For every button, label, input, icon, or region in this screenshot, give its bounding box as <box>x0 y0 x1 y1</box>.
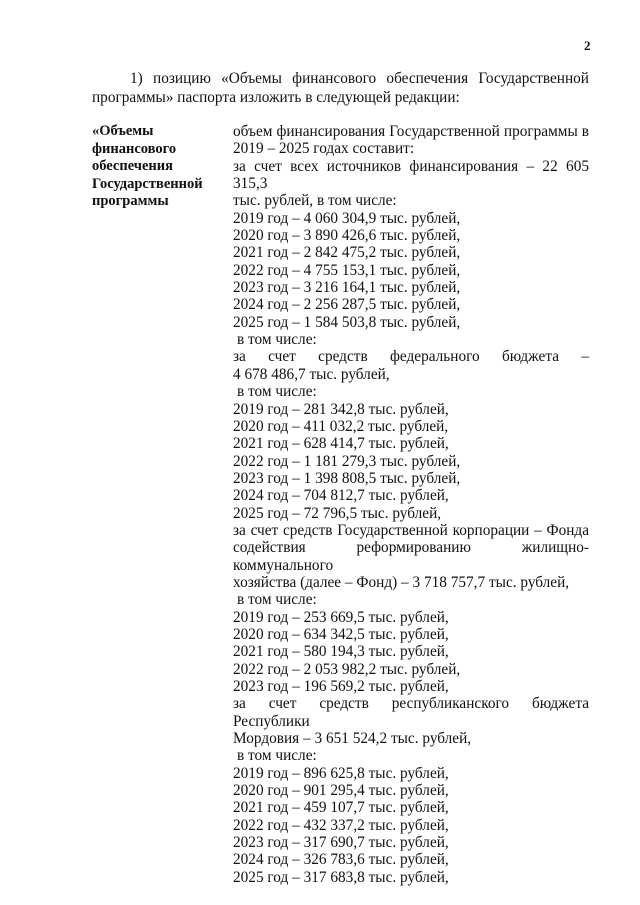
label-line: обеспечения <box>92 158 173 174</box>
content-line: 2022 год – 432 337,2 тыс. рублей, <box>233 816 449 834</box>
content-line: 2025 год – 1 584 503,8 тыс. рублей, <box>233 313 461 331</box>
intro-paragraph: 1) позицию «Объемы финансового обеспечения Государственной программы» паспорта изложить в следующей редакции: <box>92 70 589 106</box>
content-line: 2022 год – 4 755 153,1 тыс. рублей, <box>233 261 461 279</box>
content-line: 2019 год – 253 669,5 тыс. рублей, <box>233 608 449 626</box>
content-line: 2021 год – 2 842 475,2 тыс. рублей, <box>233 244 461 262</box>
content-line: 2021 год – 628 414,7 тыс. рублей, <box>233 435 449 453</box>
content-line: 2022 год – 2 053 982,2 тыс. рублей, <box>233 660 461 678</box>
content-line: 2024 год – 704 812,7 тыс. рублей, <box>233 487 449 505</box>
content-line: 2022 год – 1 181 279,3 тыс. рублей, <box>233 452 461 470</box>
content-line: 2020 год – 634 342,5 тыс. рублей, <box>233 625 449 643</box>
content-line: 2023 год – 1 398 808,5 тыс. рублей, <box>233 469 461 487</box>
content-line: 2023 год – 3 216 164,1 тыс. рублей, <box>233 279 461 297</box>
content-line: 2020 год – 901 295,4 тыс. рублей, <box>233 782 449 800</box>
content-line: хозяйства (далее – Фонд) – 3 718 757,7 тыс. рублей, <box>233 573 570 591</box>
content-line: тыс. рублей, в том числе: <box>233 192 397 210</box>
label-line: программы <box>92 193 169 209</box>
content-line: за счет средств федерального бюджета – <box>233 348 589 366</box>
content-line: в том числе: <box>237 591 317 609</box>
content-line: за счет всех источников финансирования – 22 605 315,3 <box>233 157 589 193</box>
page-number: 2 <box>584 38 591 53</box>
content-line: 2024 год – 326 783,6 тыс. рублей, <box>233 851 449 869</box>
content-line: 2019 год – 896 625,8 тыс. рублей, <box>233 764 449 782</box>
content-line: 2025 год – 317 683,8 тыс. рублей, <box>233 868 449 886</box>
content-line: 2019 год – 281 342,8 тыс. рублей, <box>233 400 449 418</box>
content-line: 2020 год – 411 032,2 тыс. рублей, <box>233 417 449 435</box>
content-line: 2020 год – 3 890 426,6 тыс. рублей, <box>233 227 461 245</box>
content-line: за счет средств республиканского бюджета Республики <box>233 695 589 730</box>
content-line: 2023 год – 317 690,7 тыс. рублей, <box>233 834 449 852</box>
content-line: 2019 – 2025 годах составит: <box>233 140 415 158</box>
label-line: «Объемы <box>92 123 154 139</box>
content-line: Мордовия – 3 651 524,2 тыс. рублей, <box>233 730 472 748</box>
content-line: за счет средств Государственной корпорации – Фонда <box>233 521 589 539</box>
content-line: 2023 год – 196 569,2 тыс. рублей, <box>233 678 449 695</box>
content-line: в том числе: <box>237 383 317 401</box>
label-column <box>92 123 224 211</box>
content-line: объем финансирования Государственной программы в <box>233 123 589 140</box>
content-line: в том числе: <box>237 331 317 349</box>
content-line: 2021 год – 459 107,7 тыс. рублей, <box>233 799 449 817</box>
content-line: в том числе: <box>237 747 317 765</box>
content-column <box>233 123 589 886</box>
content-line: 4 678 486,7 тыс. рублей, <box>233 365 390 383</box>
label-line: Государственной <box>92 175 203 192</box>
content-line: 2019 год – 4 060 304,9 тыс. рублей, <box>233 209 461 227</box>
content-line: 2021 год – 580 194,3 тыс. рублей, <box>233 643 449 661</box>
content-line: 2025 год – 72 796,5 тыс. рублей, <box>233 504 442 522</box>
content-line: 2024 год – 2 256 287,5 тыс. рублей, <box>233 296 461 314</box>
label-line: финансового <box>92 140 177 157</box>
content-line: содействия реформированию жилищно-коммунального <box>233 539 589 574</box>
